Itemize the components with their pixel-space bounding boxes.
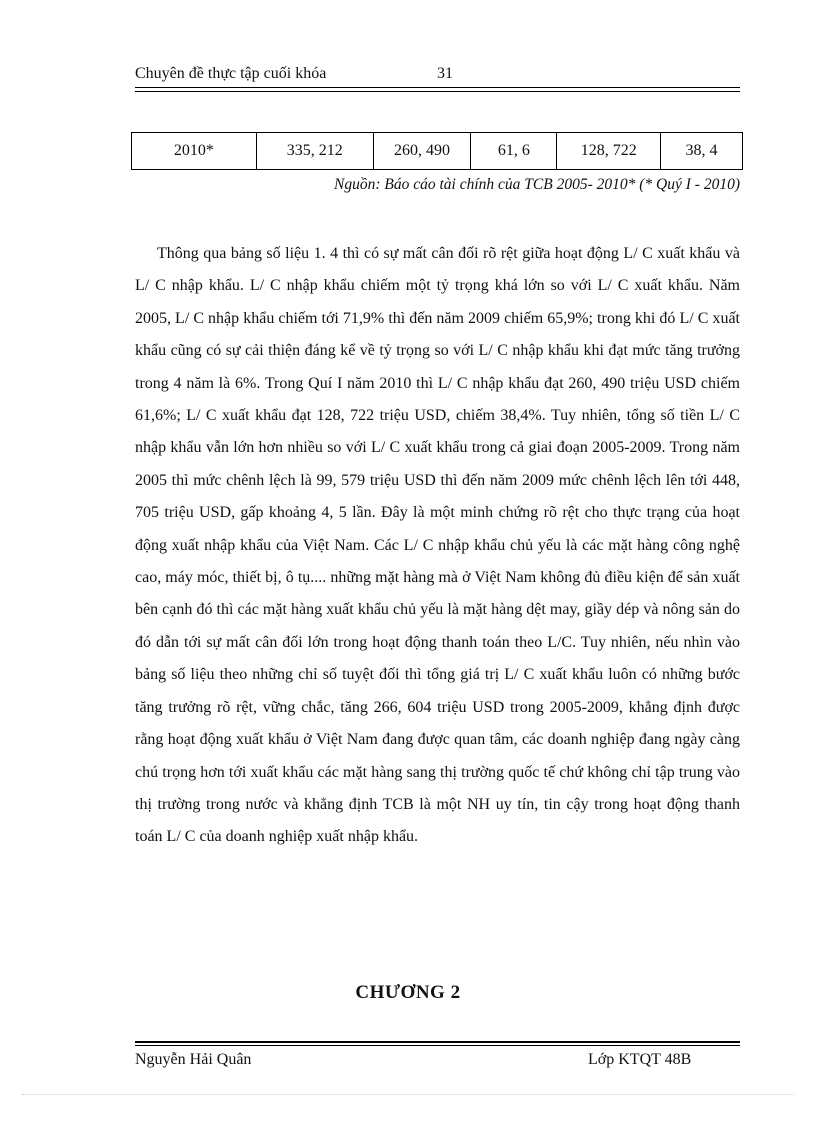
page-edge	[22, 1094, 794, 1095]
header-divider	[135, 87, 740, 92]
document-title: Chuyên đề thực tập cuối khóa	[135, 65, 327, 82]
footer-class: Lớp KTQT 48B	[588, 1051, 692, 1068]
table-cell: 335, 212	[256, 133, 373, 170]
source-note: Nguồn: Báo cáo tài chính của TCB 2005- 2010* (* Quý I - 2010)	[334, 176, 740, 193]
table-row	[132, 133, 743, 170]
footer-divider-thin	[135, 1045, 740, 1046]
body-paragraph: Thông qua bảng số liệu 1. 4 thì có sự mất cân đối rõ rệt giữa hoạt động L/ C xuất khẩu và L/ C nhập khẩu. L/ C nhập khẩu chiếm một tỷ trọng khá lớn so với L/ C xuất khẩu. Năm 2005, L/ C nhập khẩu chiếm tới 71,9% thì đến năm 2009 chiếm 65,9%; trong khi đó L/ C xuất khẩu cũng có sự cải thiện đáng kể về tỷ trọng so với L/ C nhập khẩu khi đạt mức tăng trưởng trong 4 năm là 6%. Trong Quí I năm 2010 thì L/ C nhập khẩu đạt 260, 490 triệu USD chiếm 61,6%; L/ C xuất khẩu đạt 128, 722 triệu USD, chiếm 38,4%. Tuy nhiên, tổng số tiền L/ C nhập khẩu vẫn lớn hơn nhiều so với L/ C xuất khẩu trong cả giai đoạn 2005-2009. Trong năm 2005 thì mức chênh lệch là 99, 579 triệu USD thì đến năm 2009 mức chênh lệch lên tới 448, 705 triệu USD, gấp khoảng 4, 5 lần. Đây là một minh chứng rõ rệt cho thực trạng của hoạt động xuất nhập khẩu của Việt Nam. Các L/ C nhập khẩu chủ yếu là các mặt hàng công nghệ cao, máy móc, thiết bị, ô tụ.... những mặt hàng mà ở Việt Nam không đủ điều kiện để sản xuất bên cạnh đó thì các mặt hàng xuất khẩu chủ yếu là mặt hàng dệt may, giầy dép và nông sản do đó dẫn tới sự mất cân đối lớn trong hoạt động thanh toán theo L/C. Tuy nhiên, nếu nhìn vào bảng số liệu theo những chỉ số tuyệt đối thì tổng giá trị L/ C xuất khẩu luôn có những bước tăng trưởng rõ rệt, vững chắc, tăng 266, 604 triệu USD trong 2005-2009, khẳng định được rằng hoạt động xuất khẩu ở Việt Nam đang được quan tâm, các doanh nghiệp đang ngày càng chú trọng hơn tới xuất khẩu các mặt hàng sang thị trường quốc tế chứ không chỉ tập trung vào thị trường trong nước và khẳng định TCB là một NH uy tín, tin cậy trong hoạt động thanh toán L/ C của doanh nghiệp xuất nhập khẩu.	[135, 245, 740, 846]
table-cell-year: 2010*	[132, 133, 257, 170]
footer-divider	[135, 1041, 740, 1043]
table-cell: 128, 722	[557, 133, 661, 170]
data-table	[131, 132, 743, 170]
table-cell: 38, 4	[661, 133, 743, 170]
page-number: 31	[437, 65, 453, 82]
footer-author: Nguyễn Hải Quân	[135, 1051, 252, 1068]
chapter-heading: CHƯƠNG 2	[355, 982, 461, 1003]
table-cell: 260, 490	[373, 133, 471, 170]
table-cell: 61, 6	[471, 133, 557, 170]
